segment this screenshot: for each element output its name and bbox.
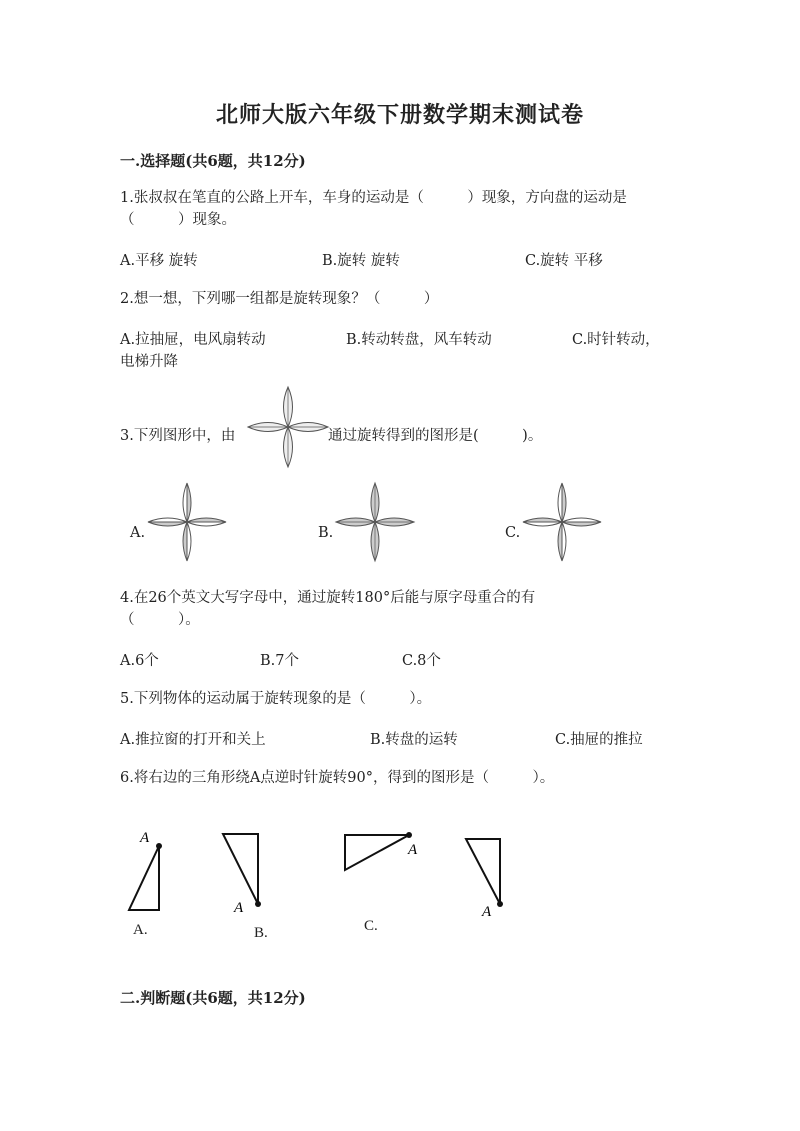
question-2-text: 2.想一想，下列哪一组都是旋转现象？（ ） (120, 291, 439, 307)
question-2-option-c: C.时针转动， (572, 332, 660, 348)
triangle-b-point-label: A (234, 900, 244, 916)
question-2-option-c-continued: 电梯升降 (120, 354, 178, 370)
question-6-option-c: C. (364, 918, 378, 934)
triangle-c-point-label: A (408, 842, 418, 858)
question-1-option-b: B.旋转 旋转 (322, 253, 400, 269)
question-3-option-c: C. (505, 525, 521, 541)
page-title: 北师大版六年级下册数学期末测试卷 (215, 102, 584, 128)
question-3-text-after: 通过旋转得到的图形是( )。 (328, 428, 543, 444)
question-4-option-c: C.8个 (402, 653, 441, 669)
question-1-line1: 1.张叔叔在笔直的公路上开车，车身的运动是（ ）现象，方向盘的运动是 (120, 190, 627, 206)
question-4-option-a: A.6个 (120, 653, 159, 669)
triangle-option-b (218, 832, 273, 918)
question-4-line1: 4.在26个英文大写字母中，通过旋转180°后能与原字母重合的有 (120, 590, 536, 606)
question-2-option-a: A.拉抽屉，电风扇转动 (120, 332, 266, 348)
question-4-line2: （ ）。 (120, 612, 200, 628)
question-6-text: 6.将右边的三角形绕A点逆时针旋转90°，得到的图形是（ ）。 (120, 770, 555, 786)
triangle-d-point-label: A (482, 904, 492, 920)
flower-figure-option-a (148, 483, 226, 561)
flower-figure-option-c (523, 483, 601, 561)
question-6-option-b: B. (254, 925, 268, 941)
triangle-option-c (342, 830, 432, 875)
triangle-option-d (462, 836, 512, 922)
question-5-text: 5.下列物体的运动属于旋转现象的是（ ）。 (120, 691, 432, 707)
question-2-option-b: B.转动转盘，风车转动 (346, 332, 492, 348)
section-judgement-heading: 二.判断题(共6题，共12分) (120, 989, 306, 1007)
triangle-original (126, 828, 171, 914)
question-1-option-c: C.旋转 平移 (525, 253, 603, 269)
question-5-option-a: A.推拉窗的打开和关上 (120, 732, 266, 748)
flower-figure-original (248, 387, 328, 467)
question-6-option-a: A. (133, 922, 148, 938)
question-5-option-c: C.抽屉的推拉 (555, 732, 643, 748)
flower-figure-option-b (336, 483, 414, 561)
question-3-option-b: B. (318, 525, 334, 541)
question-4-option-b: B.7个 (260, 653, 299, 669)
question-5-option-b: B.转盘的运转 (370, 732, 458, 748)
triangle-original-point-label: A (140, 830, 150, 846)
question-1-option-a: A.平移 旋转 (120, 253, 198, 269)
question-3-option-a: A. (130, 525, 146, 541)
question-1-line2: （ ）现象。 (120, 212, 236, 228)
question-3-text-before: 3.下列图形中，由 (120, 428, 236, 444)
section-choice-heading: 一.选择题(共6题，共12分) (120, 152, 306, 170)
